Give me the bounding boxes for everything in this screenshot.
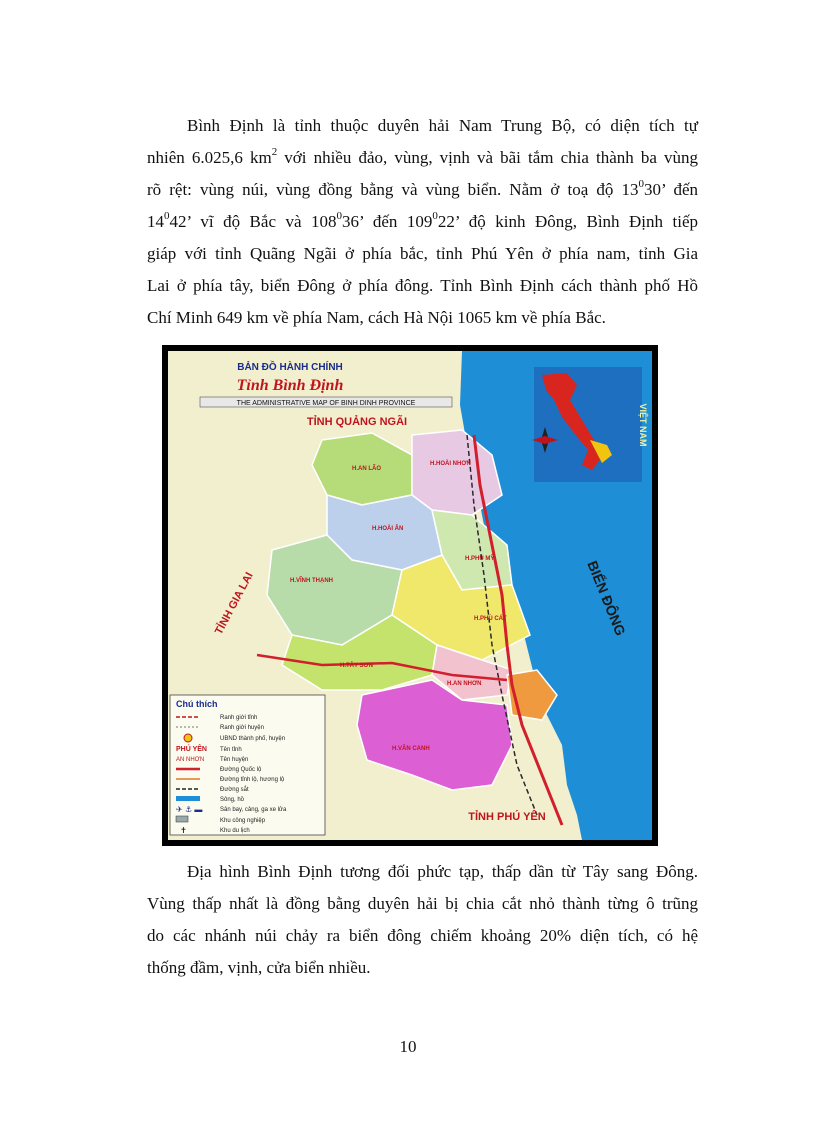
legend-district-sample: AN NHƠN: [176, 757, 205, 763]
legend-item: Đường sắt: [220, 787, 249, 793]
district-label: H.HOÀI ÂN: [372, 526, 404, 532]
legend-item: Ranh giới tỉnh: [220, 715, 258, 721]
legend-item: Khu du lịch: [220, 828, 250, 834]
legend-item: Đường tỉnh lộ, hương lộ: [220, 777, 285, 783]
paragraph-line: $14^042$’ vĩ độ Bắc và $108^036$’ đến $109^022$’ độ kinh Đông, Bình Định tiếp: [147, 210, 698, 231]
legend-item: Đường Quốc lộ: [220, 767, 262, 773]
vietnam-inset: [534, 367, 642, 482]
airport-port-icon: ✈ ⚓ ▬: [176, 805, 203, 814]
paragraph-line: giáp với tỉnh Quãng Ngãi ở phía bắc, tỉnh Phú Yên ở phía nam, tỉnh Gia: [147, 244, 698, 263]
district-label: H.PHÙ CÁT: [474, 616, 507, 622]
label-gia-lai: TỈNH GIA LAI: [212, 570, 256, 637]
district-label: H.TÂY SƠN: [340, 663, 374, 669]
map-title-1: BẢN ĐỒ HÀNH CHÍNH: [237, 362, 343, 373]
legend-item: Sân bay, cảng, ga xe lửa: [220, 807, 287, 813]
legend-title: Chú thích: [176, 699, 218, 709]
map-svg: [162, 345, 658, 846]
map-title-3: THE ADMINISTRATIVE MAP OF BINH DINH PROVINCE: [236, 400, 416, 407]
legend-item: Tên huyện: [220, 757, 249, 763]
map-title-2: Tỉnh Bình Định: [236, 377, 344, 394]
paragraph-line: Bình Định là tỉnh thuộc duyên hải Nam Trung Bộ, có diện tích tự: [187, 116, 698, 135]
legend-item: Khu công nghiệp: [220, 818, 266, 824]
paragraph-line: Lai ở phía tây, biển Đông ở phía đông. Tỉnh Bình Định cách thành phố Hồ: [147, 276, 698, 295]
paragraph-intro: [147, 110, 698, 334]
label-phu-yen: TỈNH PHÚ YÊN: [468, 811, 546, 823]
paragraph-line: rõ rệt: vùng núi, vùng đồng bằng và vùng biển. Nằm ở toạ độ $13^030$’ đến: [147, 178, 699, 199]
paragraph-line: Chí Minh 649 km về phía Nam, cách Hà Nội 1065 km về phía Bắc.: [147, 308, 606, 327]
district-label: H.PHÙ MỸ: [465, 556, 495, 562]
label-bien-dong: BIỂN ĐÔNG: [584, 558, 629, 638]
legend-item: Ranh giới huyện: [220, 725, 264, 731]
administrative-map-figure: [162, 345, 658, 846]
legend-item: UBND thành phố, huyện: [220, 736, 286, 742]
legend-item: Sông, hồ: [220, 797, 245, 803]
paragraph-line: do các nhánh núi chảy ra biển đông chiếm khoảng 20% diện tích, có hệ: [147, 926, 698, 945]
paragraph-terrain: [147, 856, 698, 984]
district-label: H.AN LÃO: [352, 466, 381, 472]
paragraph-line: Vùng thấp nhất là đồng bằng duyên hải bị chia cắt nhỏ thành từng ô trũng: [147, 894, 698, 913]
legend-province-sample: PHÚ YÊN: [176, 746, 207, 753]
legend-item: Tên tỉnh: [220, 747, 242, 753]
district-label: H.VÂN CANH: [392, 746, 430, 752]
paragraph-line: Địa hình Bình Định tương đối phức tạp, thấp dần từ Tây sang Đông.: [187, 862, 698, 881]
tourism-icon: ✝: [180, 826, 187, 835]
paragraph-line: nhiên 6.025,6 $km^2$ với nhiều đảo, vùng, vịnh và bãi tắm chia thành ba vùng: [147, 146, 698, 167]
district-label: H.VĨNH THẠNH: [290, 578, 333, 584]
label-quang-ngai: TỈNH QUẢNG NGÃI: [306, 416, 408, 428]
map-legend: [170, 695, 325, 835]
page-number: 10: [399, 1037, 417, 1056]
district-label: H.AN NHƠN: [447, 681, 482, 687]
paragraph-line: thống đầm, vịnh, cửa biển nhiều.: [147, 958, 371, 977]
label-viet-nam: VIỆT NAM: [638, 403, 648, 447]
district-label: H.HOÀI NHƠN: [430, 461, 471, 467]
